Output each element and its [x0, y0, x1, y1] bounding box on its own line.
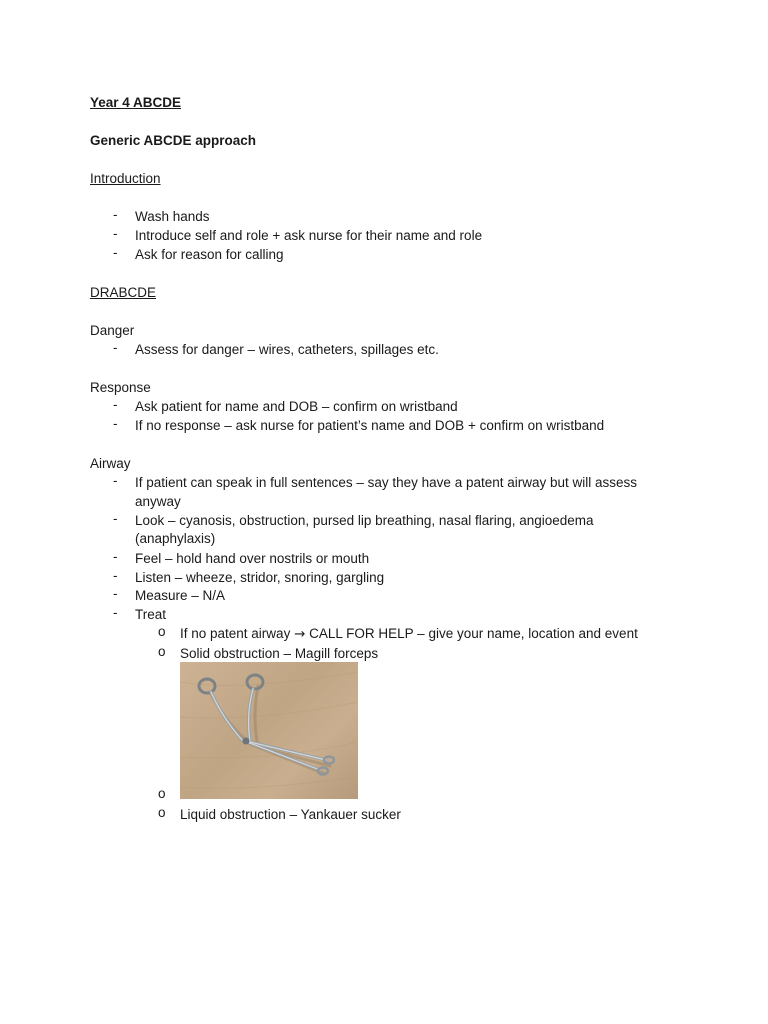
list-dash: - — [113, 207, 118, 222]
heading-danger: Danger — [90, 323, 135, 338]
list-item: Listen – wheeze, stridor, snoring, gargling — [135, 570, 385, 585]
list-item: Introduce self and role + ask nurse for their name and role — [135, 228, 483, 243]
list-dash: - — [113, 397, 118, 412]
heading-introduction: Introduction — [90, 171, 161, 186]
sub-bullet: o — [158, 624, 166, 639]
list-item: Ask patient for name and DOB – confirm on wristband — [135, 399, 458, 414]
forceps-illustration — [180, 662, 358, 799]
list-item: Wash hands — [135, 209, 210, 224]
arrow-right-icon: → — [294, 626, 306, 642]
sub-bullet: o — [158, 786, 166, 801]
list-item: If no response – ask nurse for patient’s name and DOB + confirm on wristband — [135, 418, 605, 433]
sub-list-item — [180, 624, 638, 644]
heading-airway: Airway — [90, 456, 131, 471]
list-dash: - — [113, 416, 118, 431]
list-item: Ask for reason for calling — [135, 247, 284, 262]
list-item-continuation: anyway — [135, 494, 181, 509]
list-dash: - — [113, 568, 118, 583]
section-heading-generic-approach: Generic ABCDE approach — [90, 133, 257, 148]
document-title: Year 4 ABCDE — [90, 95, 182, 110]
heading-drabcde: DRABCDE — [90, 285, 157, 300]
sub-list-item: Solid obstruction – Magill forceps — [180, 646, 379, 661]
list-dash: - — [113, 473, 118, 488]
list-item: Feel – hold hand over nostrils or mouth — [135, 551, 370, 566]
sub-item-text: CALL FOR HELP – give your name, location and event — [305, 626, 638, 641]
list-item: Assess for danger – wires, catheters, spillages etc. — [135, 342, 439, 357]
list-dash: - — [113, 340, 118, 355]
sub-list-item: Liquid obstruction – Yankauer sucker — [180, 807, 401, 822]
list-item: Look – cyanosis, obstruction, pursed lip breathing, nasal flaring, angioedema — [135, 513, 594, 528]
sub-bullet: o — [158, 805, 166, 820]
list-dash: - — [113, 549, 118, 564]
list-dash: - — [113, 511, 118, 526]
list-item: Measure – N/A — [135, 588, 226, 603]
list-dash: - — [113, 226, 118, 241]
list-item: If patient can speak in full sentences – say they have a patent airway but will assess — [135, 475, 638, 490]
list-dash: - — [113, 586, 118, 601]
list-item-continuation: (anaphylaxis) — [135, 531, 216, 546]
magill-forceps-photo — [180, 662, 358, 799]
sub-bullet: o — [158, 644, 166, 659]
list-dash: - — [113, 605, 118, 620]
list-item: Treat — [135, 607, 167, 622]
heading-response: Response — [90, 380, 151, 395]
sub-item-text: If no patent airway — [180, 626, 295, 641]
list-dash: - — [113, 245, 118, 260]
